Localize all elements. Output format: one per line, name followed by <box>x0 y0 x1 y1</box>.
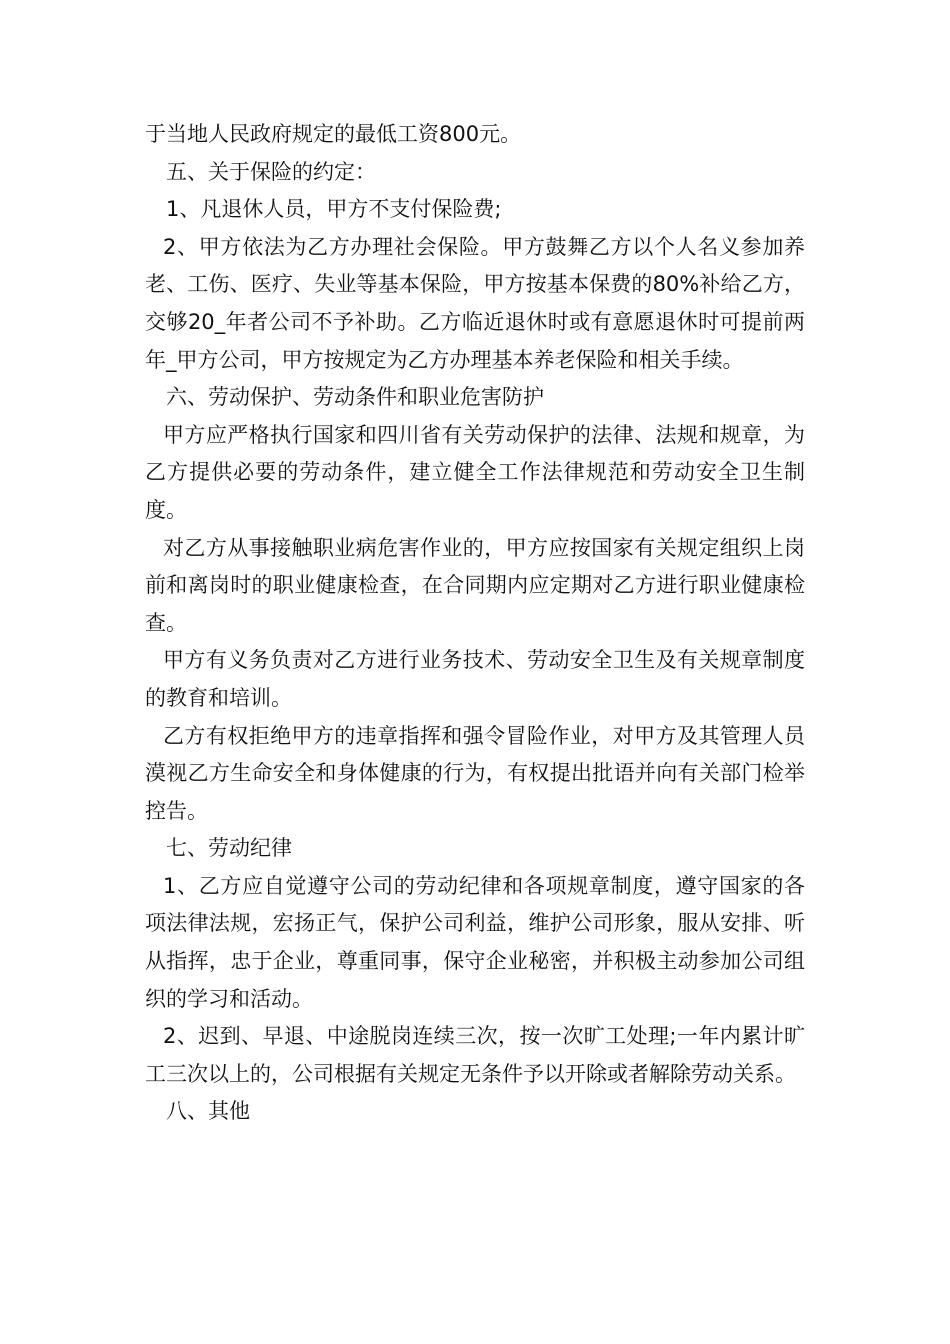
heading-labor-discipline: 七、劳动纪律 <box>166 836 292 861</box>
paragraph-protection-1: 甲方应严格执行国家和四川省有关劳动保护的法律、法规和规章，为乙方提供必要的劳动条件，建立健全工作法律规范和劳动安全卫生制度。 <box>145 422 805 522</box>
paragraph-protection-2: 对乙方从事接触职业病危害作业的，甲方应按国家有关规定组织上岗前和离岗时的职业健康检查，在合同期内应定期对乙方进行职业健康检查。 <box>145 535 805 635</box>
paragraph-protection-3: 甲方有义务负责对乙方进行业务技术、劳动安全卫生及有关规章制度的教育和培训。 <box>145 648 805 710</box>
heading-labor-protection: 六、劳动保护、劳动条件和职业危害防护 <box>166 385 544 410</box>
paragraph-protection-4: 乙方有权拒绝甲方的违章指挥和强令冒险作业，对甲方及其管理人员漠视乙方生命安全和身体健康的行为，有权提出批语并向有关部门检举控告。 <box>145 723 805 823</box>
paragraph-discipline-1: 1、乙方应自觉遵守公司的劳动纪律和各项规章制度，遵守国家的各项法律法规，宏扬正气，保护公司利益，维护公司形象，服从安排、听从指挥，忠于企业，尊重同事，保守企业秘密，并积极主动参加公司组织的学习和活动。 <box>145 873 805 1011</box>
paragraph-min-wage: 于当地人民政府规定的最低工资800元。 <box>145 122 522 146</box>
paragraph-discipline-2: 2、迟到、早退、中途脱岗连续三次，按一次旷工处理;一年内累计旷工三次以上的，公司根据有关规定无条件予以开除或者解除劳动关系。 <box>145 1024 805 1086</box>
heading-insurance: 五、关于保险的约定： <box>166 159 376 184</box>
paragraph-insurance-1: 1、凡退休人员，甲方不支付保险费; <box>166 197 502 222</box>
heading-other: 八、其他 <box>166 1099 250 1124</box>
document-body <box>145 116 805 1131</box>
paragraph-insurance-2: 2、甲方依法为乙方办理社会保险。甲方鼓舞乙方以个人名义参加养老、工伤、医疗、失业等基本保险，甲方按基本保费的80%补给乙方，交够20_年者公司不予补助。乙方临近退休时或有意愿退休时可提前两年_甲方公司，甲方按规定为乙方办理基本养老保险和相关手续。 <box>145 234 805 372</box>
